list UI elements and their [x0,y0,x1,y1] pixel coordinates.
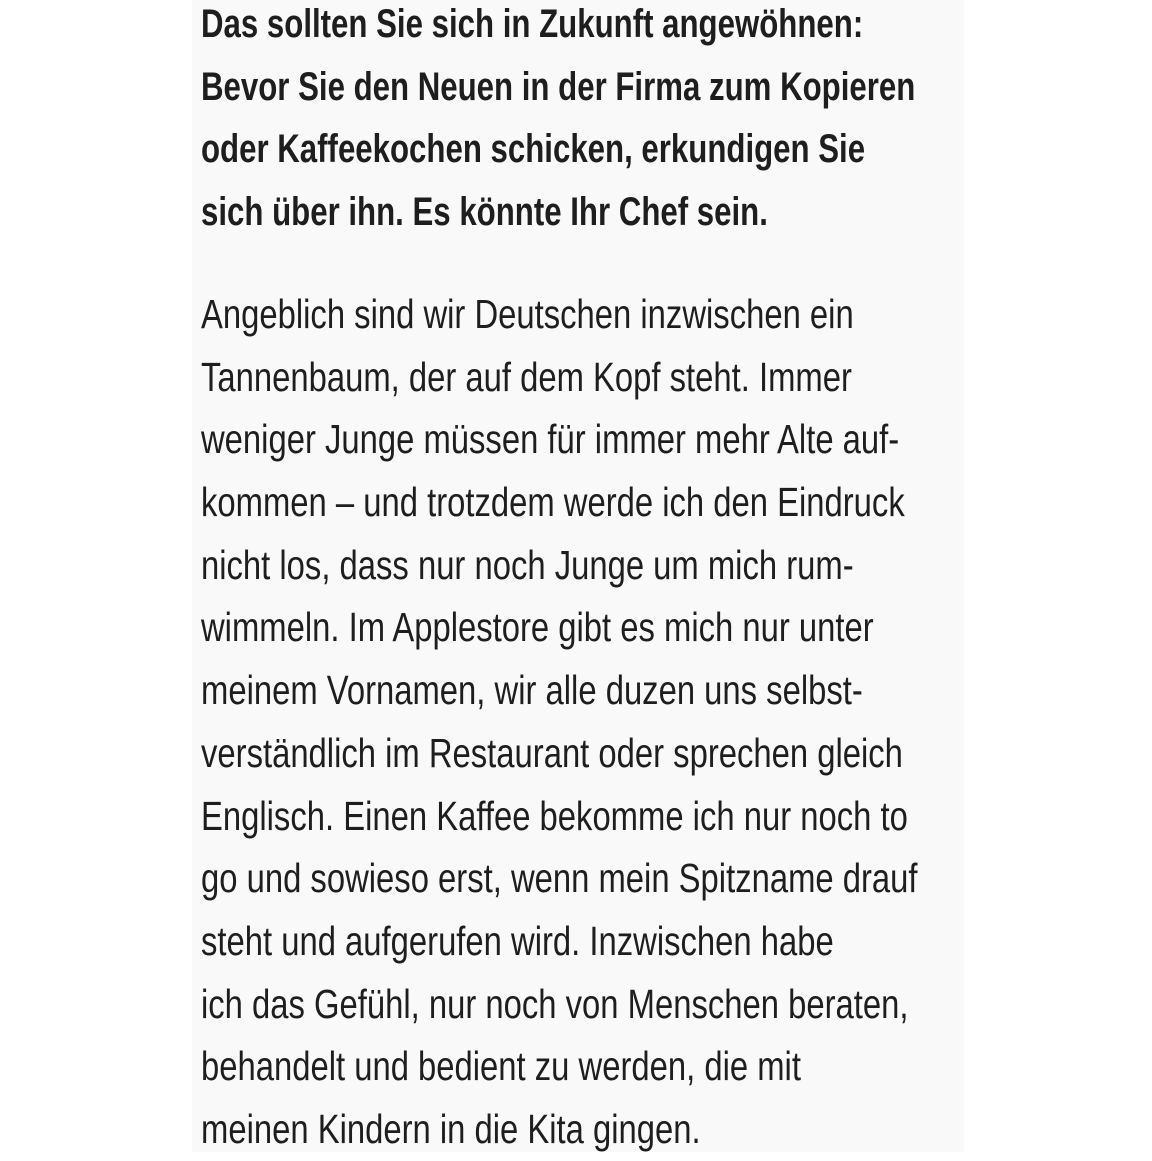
body-line: behandelt und bedient zu werden, die mit [201,1043,801,1090]
body-line: Tannenbaum, der auf dem Kopf steht. Immer [201,353,852,400]
body-line: meinen Kindern in die Kita gingen. [201,1105,701,1152]
body-line: weniger Junge müssen für immer mehr Alte auf- [201,416,900,463]
body-line: Englisch. Einen Kaffee bekomme ich nur noch to [201,792,908,839]
body-line: verständlich im Restaurant oder sprechen gleich [201,729,903,776]
body-line: go und sowieso erst, wenn mein Spitzname drauf [201,855,918,902]
intro-line: sich über ihn. Es könnte Ihr Chef sein. [201,190,768,235]
body-line: wimmeln. Im Applestore gibt es mich nur unter [201,604,874,651]
body-line: Angeblich sind wir Deutschen inzwischen ein [201,291,854,337]
intro-paragraph [201,0,981,244]
intro-line: Das sollten Sie sich in Zukunft angewöhnen: [201,2,864,46]
body-line: meinem Vornamen, wir alle duzen uns selbst- [201,667,863,714]
body-line: nicht los, dass nur noch Junge um mich rum- [201,541,854,588]
body-line: kommen – und trotzdem werde ich den Eindruck [201,479,905,526]
body-line: ich das Gefühl, nur noch von Menschen beraten, [201,980,909,1027]
intro-line: Bevor Sie den Neuen in der Firma zum Kopieren [201,64,916,109]
intro-line: oder Kaffeekochen schicken, erkundigen Sie [201,127,866,172]
body-paragraph [201,283,981,1161]
body-line: steht und aufgerufen wird. Inzwischen habe [201,917,834,964]
